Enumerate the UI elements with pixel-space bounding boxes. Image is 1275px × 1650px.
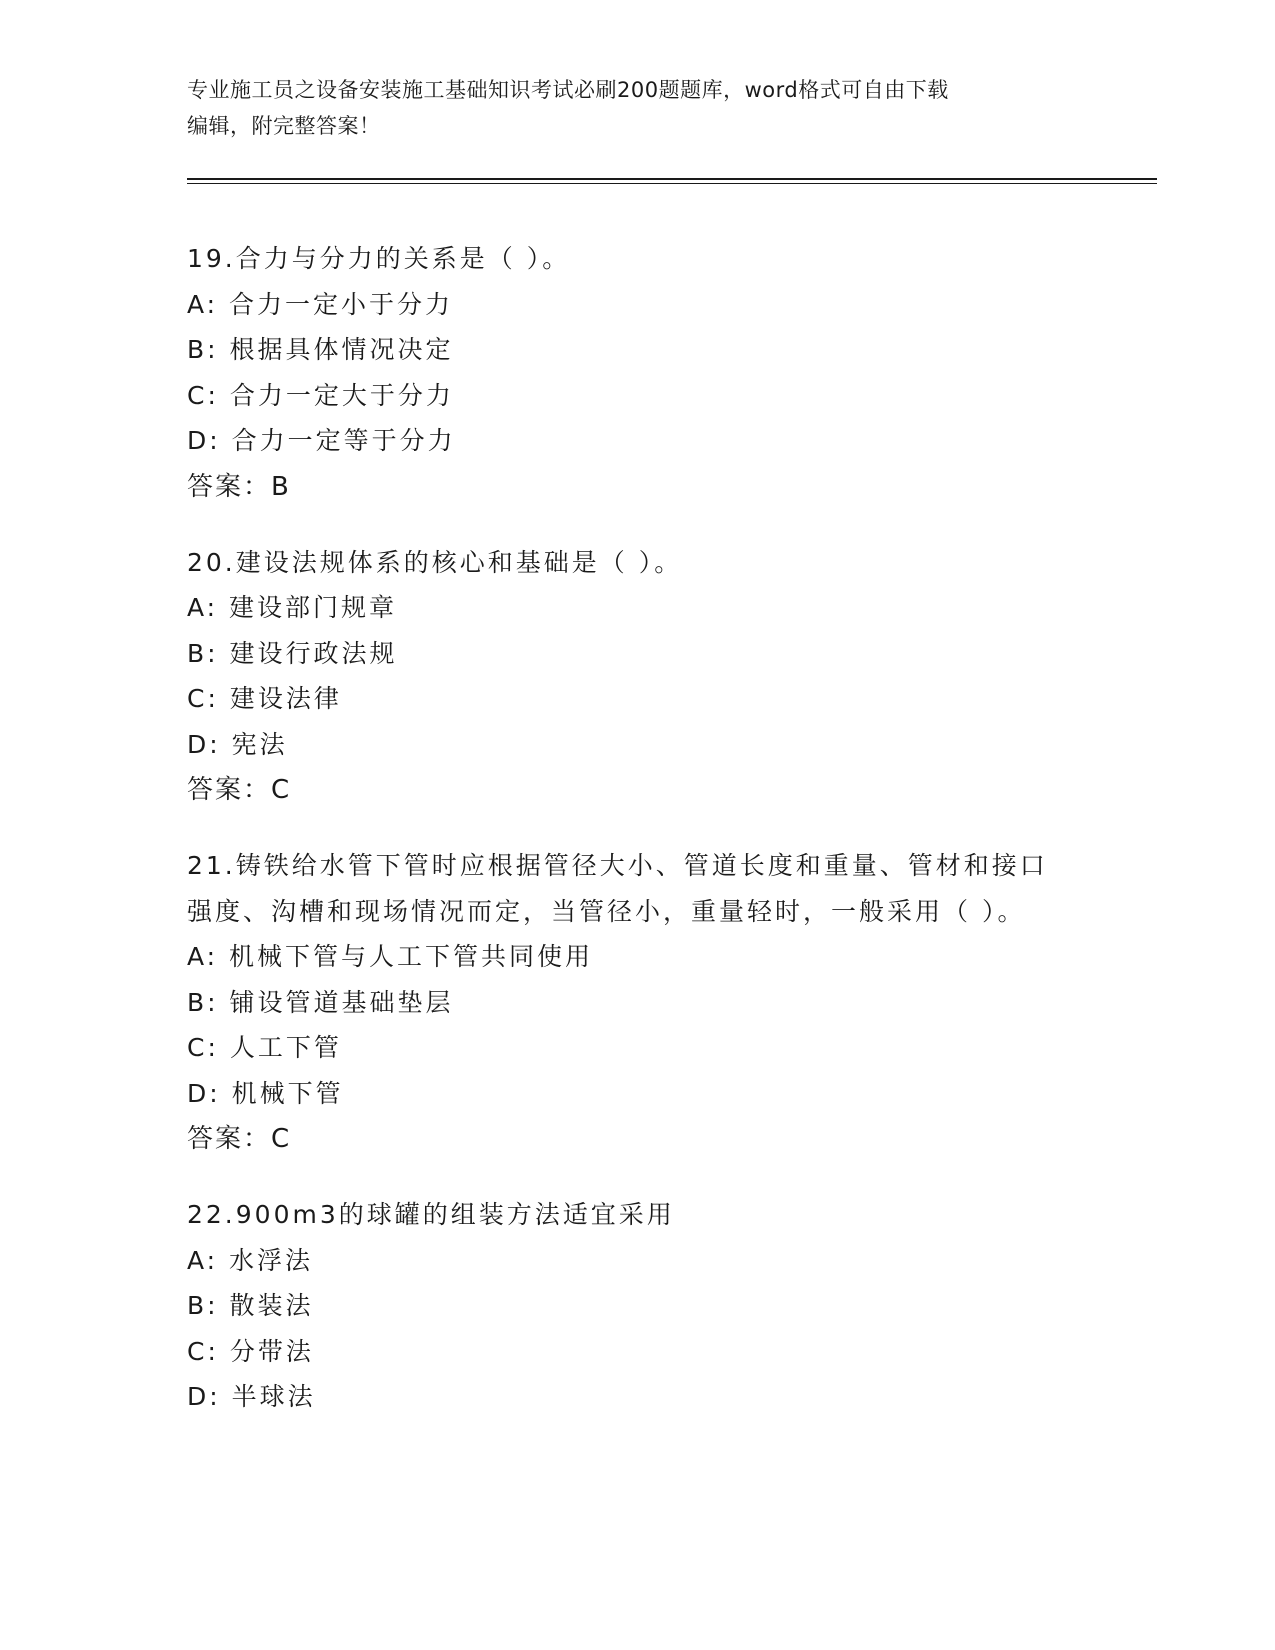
option-c: C: 建设法律	[187, 684, 342, 713]
option-c: C: 分带法	[187, 1336, 314, 1366]
document-header	[187, 72, 1087, 144]
question-list	[187, 236, 1147, 1450]
answer-line: 答案：B	[187, 471, 291, 502]
header-title-line-1: 专业施工员之设备安装施工基础知识考试必刷200题题库，word格式可自由下载	[187, 78, 949, 102]
option-a: A: 建设部门规章	[187, 593, 398, 622]
question-stem: 19.合力与分力的关系是（ ）。	[187, 244, 571, 273]
answer-line: 答案：C	[187, 775, 292, 805]
question-20	[187, 540, 1147, 814]
option-b: B: 铺设管道基础垫层	[187, 987, 454, 1017]
question-22	[187, 1192, 1147, 1420]
option-b: B: 散装法	[187, 1291, 314, 1320]
header-title-line-2: 编辑，附完整答案！	[187, 114, 381, 138]
option-a: A: 水浮法	[187, 1245, 314, 1275]
option-a: A: 机械下管与人工下管共同使用	[187, 942, 594, 971]
option-b: B: 根据具体情况决定	[187, 335, 454, 364]
answer-line: 答案：C	[187, 1124, 292, 1154]
header-divider-thin	[187, 183, 1157, 184]
option-b: B: 建设行政法规	[187, 638, 398, 668]
question-stem-line-1: 21.铸铁给水管下管时应根据管径大小、管道长度和重量、管材和接口	[187, 851, 1048, 880]
question-stem-line-2: 强度、沟槽和现场情况而定，当管径小，重量轻时，一般采用（ ）。	[187, 896, 1026, 926]
question-stem: 20.建设法规体系的核心和基础是（ ）。	[187, 547, 683, 577]
option-a: A: 合力一定小于分力	[187, 289, 454, 319]
option-c: C: 人工下管	[187, 1033, 342, 1062]
question-19	[187, 236, 1147, 510]
option-d: D: 合力一定等于分力	[187, 426, 456, 455]
option-c: C: 合力一定大于分力	[187, 380, 454, 410]
header-divider-thick	[187, 178, 1157, 180]
question-stem: 22.900m3的球罐的组装方法适宜采用	[187, 1200, 675, 1229]
option-d: D: 宪法	[187, 729, 288, 759]
option-d: D: 机械下管	[187, 1078, 344, 1108]
option-d: D: 半球法	[187, 1382, 316, 1411]
question-21	[187, 843, 1147, 1162]
